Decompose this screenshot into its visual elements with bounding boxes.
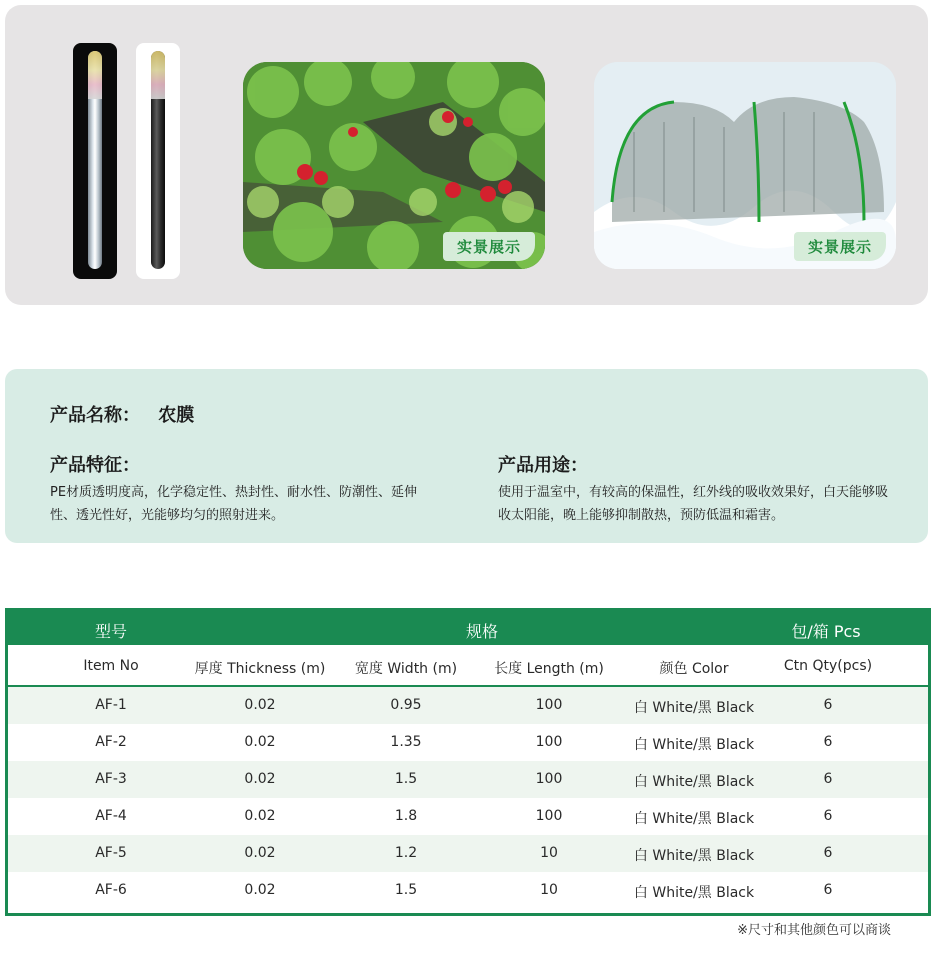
table-row: [8, 835, 928, 872]
uses-heading: 产品用途：: [498, 455, 588, 476]
black-film-roll-image: [136, 43, 180, 279]
cell-width: 1.5: [394, 882, 418, 898]
cell-thickness: 0.02: [244, 771, 276, 787]
cell-width: 1.8: [394, 808, 418, 824]
cell-width: 1.5: [394, 771, 418, 787]
cell-width: 1.35: [390, 734, 422, 750]
cell-length: 10: [540, 882, 558, 898]
group-header-model: 型号: [94, 622, 128, 641]
cell-item-no: AF-5: [95, 845, 127, 861]
silver-film-roll-image: [73, 43, 117, 279]
product-name-row: [50, 401, 206, 427]
cell-ctn-qty: 6: [823, 734, 833, 750]
cell-color: 白 White/黑 Black: [633, 885, 755, 901]
column-header: Item No: [83, 658, 139, 674]
cell-ctn-qty: 6: [823, 697, 833, 713]
column-header: 颜色 Color: [659, 661, 729, 677]
cell-thickness: 0.02: [244, 845, 276, 861]
cell-ctn-qty: 6: [823, 882, 833, 898]
column-header: 长度 Length (m): [494, 661, 604, 677]
uses-text: 使用于温室中，有较高的保温性，红外线的吸收效果好，白天能够吸收太阳能，晚上能够抑制散热，预防低温和霜害。: [498, 485, 889, 523]
cell-thickness: 0.02: [244, 882, 276, 898]
cell-ctn-qty: 6: [823, 845, 833, 861]
product-name-label: 产品名称：: [50, 405, 140, 426]
cell-item-no: AF-6: [95, 882, 127, 898]
cell-width: 0.95: [390, 697, 422, 713]
table-row: [8, 687, 928, 724]
features-heading: 产品特征：: [50, 455, 140, 476]
table-column-header: [8, 645, 928, 687]
table-footnote: ※尺寸和其他颜色可以商谈: [737, 923, 891, 938]
table-row: [8, 872, 928, 909]
cell-color: 白 White/黑 Black: [633, 774, 755, 790]
group-header-pack: 包/箱 Pcs: [791, 622, 861, 641]
table-row: [8, 761, 928, 798]
table-group-header: [8, 611, 928, 645]
cell-item-no: AF-4: [95, 808, 127, 824]
column-header: 厚度 Thickness (m): [194, 661, 326, 677]
cell-item-no: AF-1: [95, 697, 127, 713]
cell-item-no: AF-3: [95, 771, 127, 787]
cell-thickness: 0.02: [244, 697, 276, 713]
product-gallery: [5, 5, 928, 305]
cell-thickness: 0.02: [244, 734, 276, 750]
product-name-value: 农膜: [158, 405, 195, 426]
table-row: [8, 724, 928, 761]
cell-length: 100: [535, 808, 563, 824]
greenhouse-tunnel-photo: [594, 62, 896, 269]
cell-width: 1.2: [394, 845, 418, 861]
table-body: [8, 687, 928, 909]
cell-color: 白 White/黑 Black: [633, 811, 755, 827]
group-header-spec: 规格: [465, 622, 499, 641]
cell-length: 10: [540, 845, 558, 861]
cell-ctn-qty: 6: [823, 808, 833, 824]
product-info-panel: [5, 369, 928, 543]
photo-caption-1: 实景展示: [443, 232, 535, 261]
strawberry-field-photo: [243, 62, 545, 269]
cell-color: 白 White/黑 Black: [633, 848, 755, 864]
cell-item-no: AF-2: [95, 734, 127, 750]
cell-color: 白 White/黑 Black: [633, 700, 755, 716]
column-header: 宽度 Width (m): [354, 661, 458, 677]
column-header: Ctn Qty(pcs): [783, 658, 873, 674]
cell-length: 100: [535, 771, 563, 787]
table-row: [8, 798, 928, 835]
cell-ctn-qty: 6: [823, 771, 833, 787]
photo-caption-2: 实景展示: [794, 232, 886, 261]
cell-thickness: 0.02: [244, 808, 276, 824]
cell-color: 白 White/黑 Black: [633, 737, 755, 753]
features-text: PE材质透明度高，化学稳定性、热封性、耐水性、防潮性、延伸性、透光性好，光能够均匀的照射进来。: [50, 485, 418, 523]
spec-table: [5, 608, 931, 916]
cell-length: 100: [535, 697, 563, 713]
cell-length: 100: [535, 734, 563, 750]
